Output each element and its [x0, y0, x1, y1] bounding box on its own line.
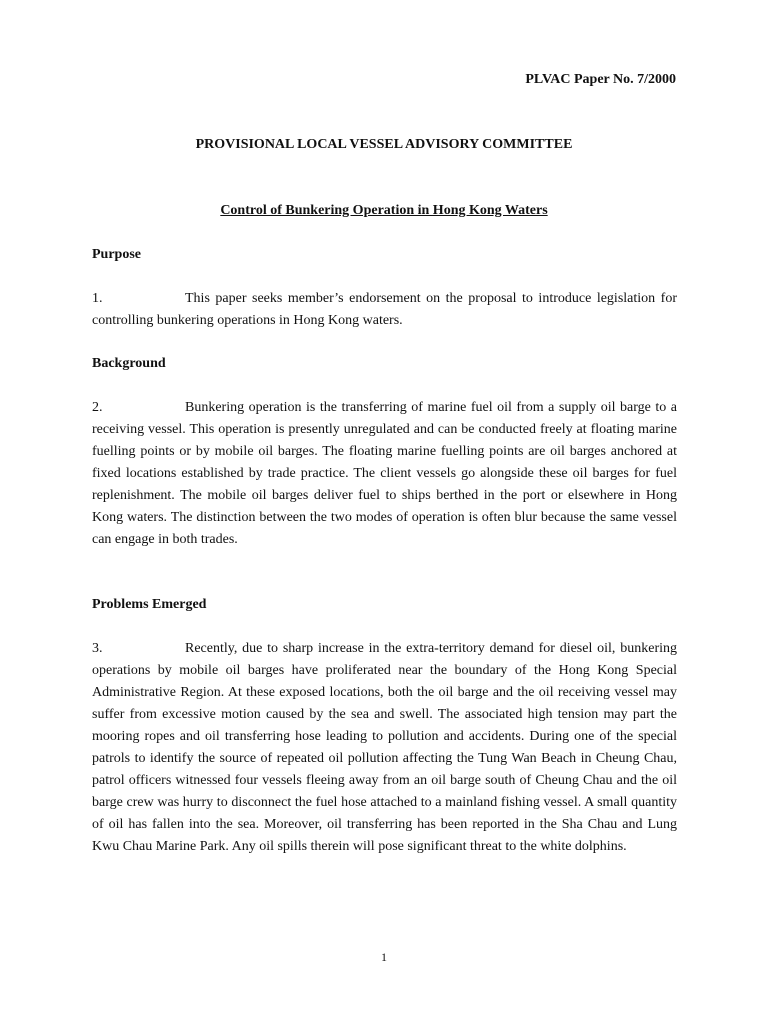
purpose-paragraph	[92, 288, 677, 332]
page-number: 1	[381, 950, 387, 964]
paragraph-number: 2.	[92, 400, 103, 415]
background-heading: Background	[92, 356, 166, 371]
problems-heading: Problems Emerged	[92, 597, 207, 612]
paragraph-number: 1.	[92, 291, 103, 306]
document-subject: Control of Bunkering Operation in Hong Kong Waters	[220, 203, 548, 218]
paragraph-text: This paper seeks member’s endorsement on the proposal to introduce legislation for controlling bunkering operations in Hong Kong waters.	[92, 291, 677, 328]
paragraph-number: 3.	[92, 641, 103, 656]
purpose-heading: Purpose	[92, 247, 141, 262]
problems-paragraph	[92, 638, 677, 858]
paragraph-text: Bunkering operation is the transferring of marine fuel oil from a supply oil barge to a receiving vessel. This operation is presently unregulated and can be conducted freely at floating marine fuelling points or by mobile oil barges. The floating marine fuelling points are oil barges anchored at fixed locations established by trade practice. The client vessels go alongside these oil barges for fuel replenishment. The mobile oil barges deliver fuel to ships berthed in the port or elsewhere in Hong Kong waters. The distinction between the two modes of operation is often blur because the same vessel can engage in both trades.	[92, 400, 677, 547]
background-paragraph	[92, 397, 677, 551]
paper-number: PLVAC Paper No. 7/2000	[525, 72, 676, 87]
paragraph-text: Recently, due to sharp increase in the extra-territory demand for diesel oil, bunkering operations by mobile oil barges have proliferated near the boundary of the Hong Kong Special Administrative Region. At these exposed locations, both the oil barge and the oil receiving vessel may suffer from excessive motion caused by the sea and swell. The associated high tension may part the mooring ropes and oil transferring hose leading to pollution and accidents. During one of the special patrols to identify the source of repeated oil pollution affecting the Tung Wan Beach in Cheung Chau, patrol officers witnessed four vessels fleeing away from an oil barge south of Cheung Chau and the oil barge crew was hurry to disconnect the fuel hose attached to a mainland fishing vessel. A small quantity of oil has fallen into the sea. Moreover, oil transferring has been reported in the Sha Chau and Lung Kwu Chau Marine Park. Any oil spills therein will pose significant threat to the white dolphins.	[92, 641, 677, 854]
committee-title: PROVISIONAL LOCAL VESSEL ADVISORY COMMITTEE	[195, 137, 573, 152]
